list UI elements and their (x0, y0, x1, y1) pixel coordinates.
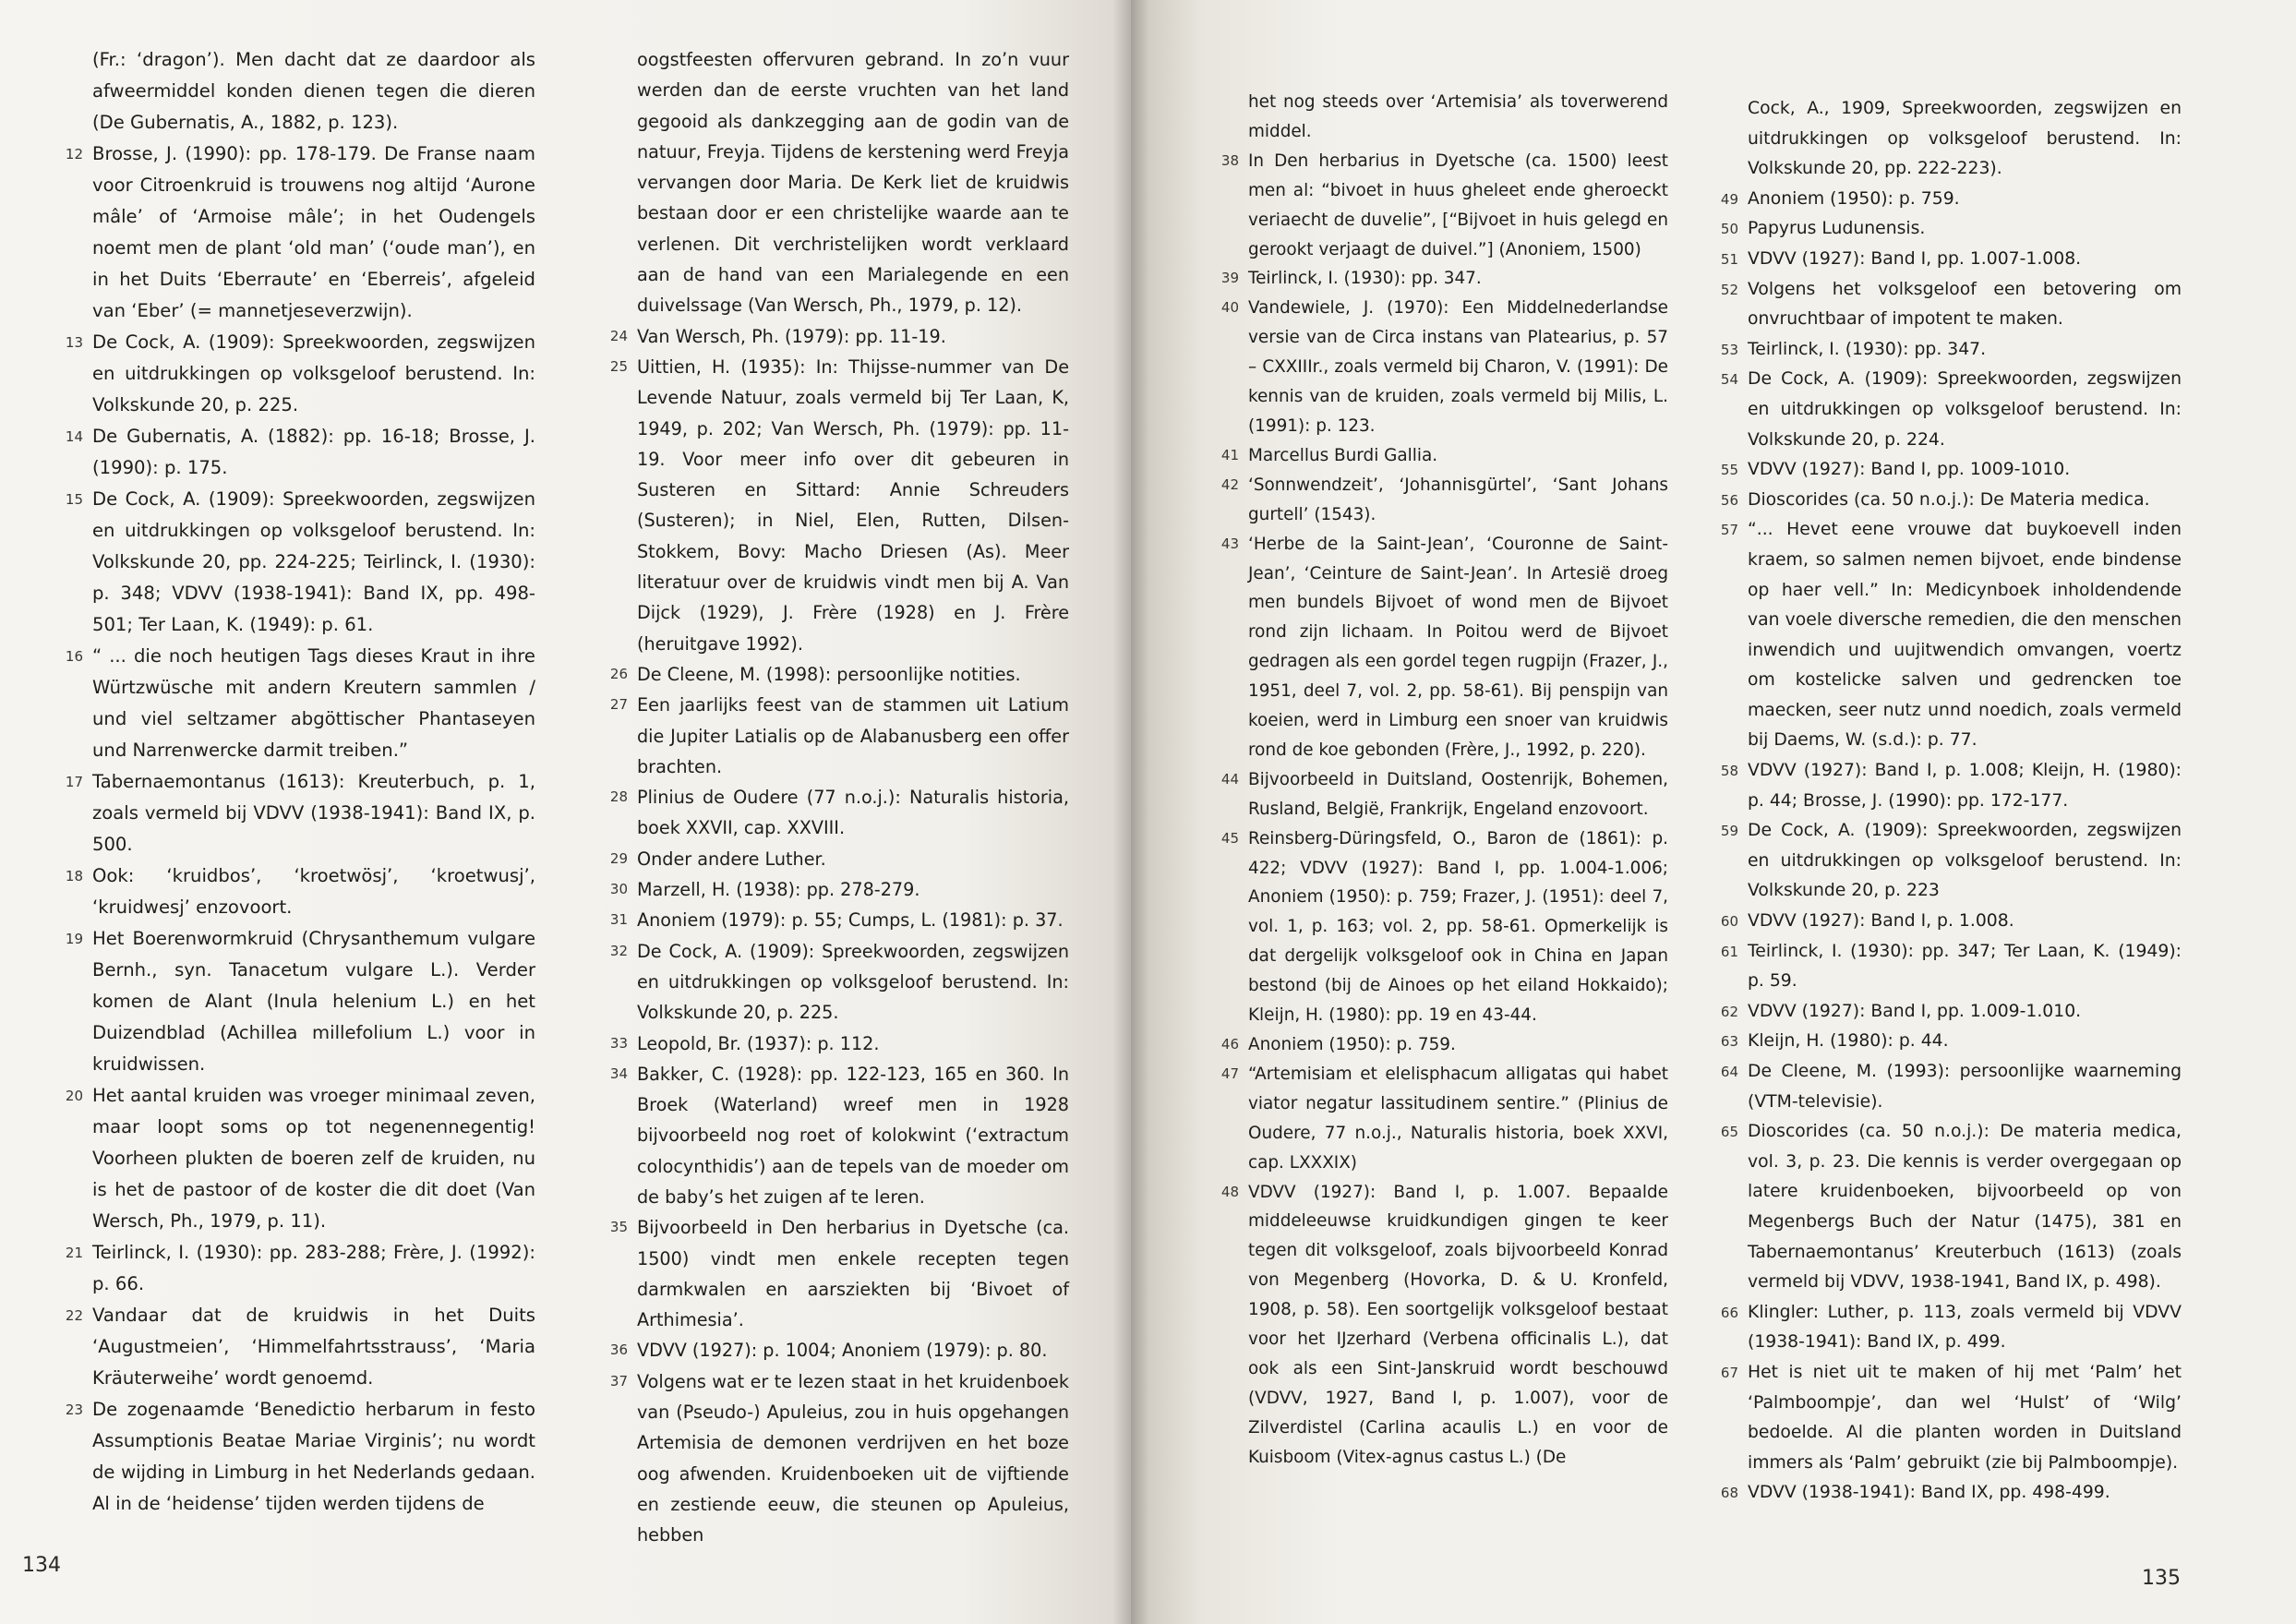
footnote-text: De Cock, A. (1909): Spreekwoorden, zegswijzen en uitdrukkingen op volksgeloof berustend. In: Volkskunde 20, p. 225. (92, 331, 535, 415)
footnote-text: Het aantal kruiden was vroeger minimaal zeven, maar loopt soms op tot negenennegentig! Voorheen plukten de boeren zelf de kruiden, nu is het de pastoor of de koster die dit doet (Van Wersch, Ph., 1979, p. 11). (92, 1085, 535, 1232)
footnote (1720, 515, 2182, 756)
footnote-number: 41 (1220, 446, 1239, 463)
footnote-text: Brosse, J. (1990): pp. 178-179. De Franse naam voor Citroenkruid is trouwens nog altijd ‘Aurone mâle’ of ‘Armoise mâle’; in het Oudengels noemt men de plant ‘old man’ (‘oude man’), en in het Duits ‘Eberraute’ en ‘Eberreis’, afgeleid van ‘Eber’ (= mannetjeseverzwijn). (92, 143, 535, 321)
footnote (65, 923, 535, 1080)
footnote-text: Teirlinck, I. (1930): pp. 347. (1248, 269, 1482, 289)
footnote (1720, 185, 2182, 215)
footnote (1720, 335, 2182, 366)
footnote-text: VDVV (1927): Band I, p. 1.008. (1748, 911, 2014, 932)
footnote-text: In Den herbarius in Dyetsche (ca. 1500) leest men al: “bivoet in huus gheleet ende gheroeckt veriaecht de duvelie”, [“Bijvoet in huis gelegd en gerookt verjaagt de duivel.”] (Anoniem, 1500) (1248, 150, 1668, 259)
footnote-text: VDVV (1927): Band I, pp. 1.007-1.008. (1748, 248, 2082, 269)
footnote (1720, 816, 2182, 907)
footnote-text: Volgens wat er te lezen staat in het kruidenboek van (Pseudo-) Apuleius, zou in huis opgehangen Artemisia de demonen verdrijven en het boze oog afwenden. Kruidenboeken uit de vijftiende en zestiende eeuw, die steunen op Apuleius, hebben (637, 1370, 1069, 1546)
footnote (1720, 245, 2182, 275)
footnote-number: 48 (1220, 1183, 1239, 1200)
footnote-number: 14 (65, 428, 83, 445)
footnote (609, 1029, 1069, 1059)
footnote (609, 1366, 1069, 1551)
footnote-number: 59 (1720, 823, 1738, 840)
footnote (1220, 765, 1668, 824)
footnote (609, 905, 1069, 935)
footnote (1220, 471, 1668, 530)
footnote-number: 32 (609, 942, 628, 959)
footnote-text: Van Wersch, Ph. (1979): pp. 11-19. (637, 325, 946, 347)
footnote-number: 15 (65, 491, 83, 508)
footnote-number: 17 (65, 774, 83, 790)
footnote (1720, 1298, 2182, 1358)
footnote-number: 42 (1220, 475, 1239, 493)
footnote (1720, 756, 2182, 816)
footnote-text: het nog steeds over ‘Artemisia’ als toverwerend middel. (1248, 92, 1668, 141)
footnote-text: De Cleene, M. (1998): persoonlijke notities. (637, 663, 1021, 685)
footnote-number: 44 (1220, 770, 1239, 788)
footnote (609, 782, 1069, 844)
footnote (609, 936, 1069, 1029)
footnote-number: 51 (1720, 250, 1738, 268)
footnote-number: 29 (609, 849, 628, 867)
footnote-number: 53 (1720, 341, 1738, 358)
footnote-text: Papyrus Ludunensis. (1748, 219, 1926, 239)
footnote-text: ‘Sonnwendzeit’, ‘Johannisgürtel’, ‘Sant Johans gurtell’ (1543). (1248, 475, 1668, 524)
footnote-number: 68 (1720, 1485, 1738, 1502)
footnote-text: Anoniem (1979): p. 55; Cumps, L. (1981): p. 37. (637, 909, 1064, 932)
footnote-number: 31 (609, 911, 628, 929)
footnote (1720, 455, 2182, 486)
footnote-text: Bijvoorbeeld in Den herbarius in Dyetsche (ca. 1500) vindt men enkele recepten tegen darmkwalen en aarsziekten bij ‘Bivoet of Arthimesia’. (637, 1217, 1069, 1331)
footnote-text: Vandewiele, J. (1970): Een Middelnederlandse versie van de Circa instans van Platearius, p. 57 – CXXIIIr., zoals vermeld bij Charon, V. (1991): De kennis van de kruiden, zoals vermeld bij Milis, L. (1991): p. 123. (1248, 298, 1668, 436)
footnote-text: VDVV (1927): p. 1004; Anoniem (1979): p. 80. (637, 1340, 1048, 1362)
footnote (1220, 147, 1668, 265)
left-page-number: 134 (22, 1554, 61, 1577)
footnote (609, 690, 1069, 782)
footnote-number: 20 (65, 1088, 83, 1104)
footnote-text: Klingler: Luther, p. 113, zoals vermeld bij VDVV (1938-1941): Band IX, p. 499. (1748, 1302, 2182, 1353)
footnote-number: 45 (1220, 829, 1239, 847)
footnote-text: “ ... die noch heutigen Tags dieses Kraut in ihre Würtzwüsche mit andern Kreutern sammlen / und viel seltzamer abgöttischer Phantaseyen und Narrenwercke darmit treiben.” (92, 645, 535, 761)
footnote-number: 24 (609, 327, 628, 344)
footnote-number: 54 (1720, 371, 1738, 389)
footnote-text: Dioscorides (ca. 50 n.o.j.): De materia medica, vol. 3, p. 23. Die kennis is verder overgegaan op latere kruidenboeken, bijvoorbeeld op von Megenbergs Buch der Natur (1475), 381 en Tabernaemontanus’ Kreuterbuch (1613) (zoals vermeld bij VDVV, 1938-1941, Band IX, p. 498). (1748, 1122, 2182, 1293)
footnote-number: 25 (609, 357, 628, 375)
footnote-number: 12 (65, 146, 83, 162)
footnote (1720, 486, 2182, 516)
footnote-text: Kleijn, H. (1980): p. 44. (1748, 1031, 1949, 1052)
footnote-text: De Gubernatis, A. (1882): pp. 16-18; Brosse, J. (1990): p. 175. (92, 426, 535, 478)
footnote (65, 1300, 535, 1394)
footnote (1720, 997, 2182, 1028)
footnote-text: Ook: ‘kruidbos’, ‘kroetwösj’, ‘kroetwusj’, ‘kruidwesj’ enzovoort. (92, 865, 535, 918)
footnote-text: Anoniem (1950): p. 759. (1248, 1035, 1456, 1054)
footnote-number: 13 (65, 334, 83, 351)
footnote-text: “Artemisiam et elelisphacum alligatas qui habet viator negatur lassitudinem sentire.” (Plinius de Oudere, 77 n.o.j., Naturalis historia, boek XXVI, cap. LXXXIX) (1248, 1064, 1668, 1173)
footnote (609, 874, 1069, 905)
footnote-text: VDVV (1927): Band I, pp. 1.009-1.010. (1748, 1001, 2082, 1021)
footnote (1220, 1030, 1668, 1060)
footnote-number: 38 (1220, 151, 1239, 169)
footnote-text: De Cleene, M. (1993): persoonlijke waarneming (VTM-televisie). (1748, 1062, 2182, 1112)
footnote (609, 659, 1069, 690)
footnote-text: Vandaar dat de kruidwis in het Duits ‘Augustmeien’, ‘Himmelfahrtsstrauss’, ‘Maria Kräuterweihe’ wordt genoemd. (92, 1305, 535, 1389)
footnote (1720, 1027, 2182, 1057)
left-page-column-1 (65, 44, 535, 1520)
footnote-number: 46 (1220, 1036, 1239, 1053)
footnote-number: 28 (609, 788, 628, 806)
footnote-number: 52 (1720, 281, 1738, 298)
footnote (65, 1394, 535, 1520)
footnote-text: ‘Herbe de la Saint-Jean’, ‘Couronne de Saint-Jean’, ‘Ceinture de Saint-Jean’. In Artesië droeg men bundels Bijvoet of wond men de Bijvoet rond zijn lichaam. In Poitou werd de Bijvoet gedragen als een gordel tegen rugpijn (Frazer, J., 1951, deel 7, vol. 2, pp. 58-61). Bij penspijn van koeien, werd in Limburg een snoer van kruidwis rond de koe gebonden (Frère, J., 1992, p. 220). (1248, 534, 1668, 760)
footnote-number: 19 (65, 931, 83, 947)
right-page-column-1 (1220, 88, 1668, 1473)
footnote-number: 57 (1720, 522, 1738, 539)
footnote-text: De Cock, A. (1909): Spreekwoorden, zegswijzen en uitdrukkingen op volksgeloof berustend. In: Volkskunde 20, p. 225. (637, 940, 1069, 1024)
footnote-text: Cock, A., 1909, Spreekwoorden, zegswijzen en uitdrukkingen op volksgeloof berustend. In: Volkskunde 20, pp. 222-223). (1748, 99, 2182, 179)
footnote (609, 352, 1069, 659)
footnote-text: Teirlinck, I. (1930): pp. 347. (1748, 339, 1987, 359)
footnote (65, 484, 535, 641)
footnote (1720, 275, 2182, 335)
footnote (65, 1080, 535, 1237)
footnote-text: Bakker, C. (1928): pp. 122-123, 165 en 360. In Broek (Waterland) wreef men in 1928 bijvoorbeeld nog roet of kolokwint (‘extractum colocynthidis’) aan de tepels van de moeder om de baby’s het zuigen af te leren. (637, 1063, 1069, 1208)
footnote (65, 766, 535, 860)
footnote-number: 63 (1720, 1033, 1738, 1051)
footnote-number: 36 (609, 1341, 628, 1359)
footnote-text: Anoniem (1950): p. 759. (1748, 188, 1960, 209)
footnote-number: 62 (1720, 1003, 1738, 1020)
footnote (65, 421, 535, 484)
footnote (609, 844, 1069, 874)
footnote-text: Marcellus Burdi Gallia. (1248, 445, 1438, 465)
footnote (1220, 824, 1668, 1030)
footnote-number: 60 (1720, 913, 1738, 931)
footnote-number: 34 (609, 1065, 628, 1082)
footnote-number: 27 (609, 696, 628, 714)
footnote (1720, 1057, 2182, 1117)
footnote-number: 50 (1720, 221, 1738, 238)
left-page-column-2 (609, 44, 1069, 1551)
footnote-text: Uittien, H. (1935): In: Thijsse-nummer van De Levende Natuur, zoals vermeld bij Ter Laan, K, 1949, p. 202; Van Wersch, Ph. (1979): pp. 11-19. Voor meer info over dit gebeuren in Susteren en Sittard: Annie Schreuders (Susteren); in Niel, Elen, Rutten, Dilsen-Stokkem, Bovy: Macho Driesen (As). Meer literatuur over de kruidwis vindt men bij A. Van Dijck (1929), J. Frère (1928) en J. Frère (heruitgave 1992). (637, 355, 1069, 655)
footnote (1720, 1117, 2182, 1298)
footnote (1220, 441, 1668, 471)
footnote (65, 138, 535, 327)
footnote-text: Onder andere Luther. (637, 848, 826, 870)
footnote-number: 26 (609, 665, 628, 682)
footnote-text: De zogenaamde ‘Benedictio herbarum in festo Assumptionis Beatae Mariae Virginis’; nu wordt de wijding in Limburg in het Nederlands gedaan. Al in de ‘heidense’ tijden werden tijdens de (92, 1399, 535, 1514)
footnote (1720, 937, 2182, 997)
footnote-number: 65 (1720, 1124, 1738, 1141)
footnote (609, 1212, 1069, 1335)
footnote (1248, 88, 1668, 147)
footnote-text: “... Hevet eene vrouwe dat buykoevell inden kraem, so salmen nemen bijvoet, ende bindense op haer vell.” In: Medicynboek inholdendende van voele diversche remedien, die den menschen inwendich und uujitwendich omvangen, voertz om kostelicke salven und gedrencken toe maecken, seer nutz unnd noedich, zoals vermeld bij Daems, W. (s.d.): p. 77. (1748, 520, 2182, 751)
right-page-column-2 (1720, 94, 2182, 1509)
footnote (1220, 294, 1668, 441)
footnote-number: 16 (65, 648, 83, 665)
footnote-number: 35 (609, 1219, 628, 1236)
footnote-number: 49 (1720, 190, 1738, 208)
footnote (1720, 907, 2182, 937)
footnote-text: Teirlinck, I. (1930): pp. 283-288; Frère, J. (1992): p. 66. (92, 1242, 535, 1294)
footnote-text: Reinsberg-Düringsfeld, O., Baron de (1861): p. 422; VDVV (1927): Band I, pp. 1.004-1.006; Anoniem (1950): p. 759; Frazer, J. (1951): deel 7, vol. 1, p. 163; vol. 2, pp. 58-61. Opmerkelijk is dat dergelijk volksgeloof ook in China en Japan bestond (bij de Ainoes op het eiland Hokkaido); Kleijn, H. (1980): pp. 19 en 43-44. (1248, 828, 1668, 1026)
footnote-number: 40 (1220, 299, 1239, 317)
footnote (65, 860, 535, 923)
footnote-number: 23 (65, 1401, 83, 1418)
right-page-number: 135 (2142, 1567, 2181, 1590)
footnote-text: Een jaarlijks feest van de stammen uit Latium die Jupiter Latialis op de Alabanusberg een offer brachten. (637, 694, 1069, 777)
footnote-text: oogstfeesten offervuren gebrand. In zo’n vuur werden dan de eerste vruchten van het land gegooid als dankzegging aan de godin van de natuur, Freyja. Tijdens de kerstening werd Freyja vervangen door Maria. De Kerk liet de kruidwis bestaan door er een christelijke waarde aan te verlenen. Dit verchristelijken wordt verklaard aan de hand van een Marialegende en een duivelssage (Van Wersch, Ph., 1979, p. 12). (637, 49, 1069, 317)
footnote (1748, 94, 2182, 185)
footnote (1720, 1478, 2182, 1509)
footnote-number: 30 (609, 881, 628, 898)
footnote (65, 641, 535, 766)
footnote (1720, 1358, 2182, 1478)
footnote-text: VDVV (1927): Band I, pp. 1009-1010. (1748, 460, 2071, 480)
footnote-number: 61 (1720, 943, 1738, 960)
footnote-text: De Cock, A. (1909): Spreekwoorden, zegswijzen en uitdrukkingen op volksgeloof berustend. In: Volkskunde 20, p. 223 (1748, 821, 2182, 901)
footnote-text: De Cock, A. (1909): Spreekwoorden, zegswijzen en uitdrukkingen op volksgeloof berustend. In: Volkskunde 20, p. 224. (1748, 369, 2182, 450)
footnote-text: Dioscorides (ca. 50 n.o.j.): De Materia medica. (1748, 489, 2150, 510)
footnote-number: 66 (1720, 1304, 1738, 1321)
footnote-text: Bijvoorbeeld in Duitsland, Oostenrijk, Bohemen, Rusland, België, Frankrijk, Engeland enzovoort. (1248, 769, 1668, 819)
footnote-number: 37 (609, 1372, 628, 1389)
footnote (1220, 1178, 1668, 1473)
footnote-number: 22 (65, 1307, 83, 1324)
footnote (609, 1335, 1069, 1365)
footnote (1220, 264, 1668, 294)
footnote-number: 39 (1220, 270, 1239, 287)
footnote-text: Volgens het volksgeloof een betovering om onvruchtbaar of impotent te maken. (1748, 279, 2182, 330)
footnote-number: 18 (65, 868, 83, 884)
footnote-number: 43 (1220, 535, 1239, 552)
book-gutter (1112, 0, 1149, 1624)
footnote-number: 58 (1720, 763, 1738, 780)
footnote (65, 327, 535, 421)
footnote-text: Marzell, H. (1938): pp. 278-279. (637, 879, 920, 901)
footnote (92, 44, 535, 138)
footnote-text: Tabernaemontanus (1613): Kreuterbuch, p. 1, zoals vermeld bij VDVV (1938-1941): Band IX, p. 500. (92, 771, 535, 855)
footnote (609, 321, 1069, 352)
footnote-number: 56 (1720, 491, 1738, 509)
footnote-text: Het Boerenwormkruid (Chrysanthemum vulgare Bernh., syn. Tanacetum vulgare L.). Verder komen de Alant (Inula helenium L.) en het Duizendblad (Achillea millefolium L.) voor in kruidwissen. (92, 928, 535, 1075)
footnote-number: 33 (609, 1034, 628, 1052)
footnote-number: 55 (1720, 462, 1738, 479)
footnote-text: (Fr.: ‘dragon’). Men dacht dat ze daardoor als afweermiddel konden dienen tegen die dieren (De Gubernatis, A., 1882, p. 123). (92, 49, 535, 133)
footnote-number: 67 (1720, 1364, 1738, 1381)
footnote (609, 1059, 1069, 1212)
footnote-text: VDVV (1927): Band I, p. 1.008; Kleijn, H. (1980): p. 44; Brosse, J. (1990): pp. 172-177. (1748, 761, 2182, 811)
footnote-number: 47 (1220, 1065, 1239, 1082)
footnote-text: Het is niet uit te maken of hij met ‘Palm’ het ‘Palmboompje’, dan wel ‘Hulst’ of ‘Wilg’ bedoelde. Al die planten worden in Duitsland immers als ‘Palm’ gebruikt (zie bij Palmboompje). (1748, 1362, 2182, 1473)
footnote-number: 21 (65, 1245, 83, 1261)
footnote (637, 44, 1069, 321)
footnote (1220, 1060, 1668, 1178)
footnote (1720, 365, 2182, 455)
footnote-number: 64 (1720, 1064, 1738, 1080)
footnote-text: De Cock, A. (1909): Spreekwoorden, zegswijzen en uitdrukkingen op volksgeloof berustend. In: Volkskunde 20, pp. 224-225; Teirlinck, I. (1930): p. 348; VDVV (1938-1941): Band IX, pp. 498-501; Ter Laan, K. (1949): p. 61. (92, 488, 535, 635)
footnote (65, 1237, 535, 1300)
footnote (1220, 530, 1668, 765)
footnote-text: Leopold, Br. (1937): p. 112. (637, 1032, 880, 1054)
footnote-text: Plinius de Oudere (77 n.o.j.): Naturalis historia, boek XXVII, cap. XXVIII. (637, 787, 1069, 839)
footnote-text: VDVV (1927): Band I, p. 1.007. Bepaalde middeleeuwse kruidkundigen gingen te keer tegen dit volksgeloof, zoals bijvoorbeeld Konrad von Megenberg (Hovorka, D. & U. Kronfeld, 1908, p. 58). Een soortgelijk volksgeloof bestaat voor het IJzerhard (Verbena officinalis L.), dat ook als een Sint-Janskruid wordt beschouwd (VDVV, 1927, Band I, p. 1.007), voor de Zilverdistel (Carlina acaulis L.) en voor de Kuisboom (Vitex-agnus castus L.) (De (1248, 1182, 1668, 1467)
footnote-text: VDVV (1938-1941): Band IX, pp. 498-499. (1748, 1483, 2110, 1503)
footnote-text: Teirlinck, I. (1930): pp. 347; Ter Laan, K. (1949): p. 59. (1748, 941, 2182, 992)
footnote (1720, 214, 2182, 245)
